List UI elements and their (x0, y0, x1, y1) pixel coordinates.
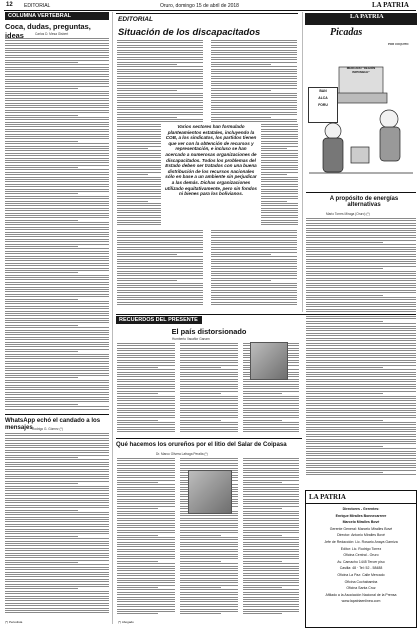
section-label: RECUERDOS DEL PRESENTE (116, 316, 202, 324)
masthead-line: Directores - Gerentes: (342, 507, 380, 511)
masthead-brand: LA PATRIA (306, 491, 416, 504)
editorial-pullquote: Varios sectores han formulado planteamientos estatales, incluyendo la COB, a los sindicatos, los partidos tienen que ver con la obtención de recursos y representación, e incluso se han acercado a numerosas organizaciones de discapacitados. Todos los problemas del Estado deben ser tratados con una buena distribución de los recursos nacionales sólo en base a un ambiente sin perjudicar a las demás. Dichas organizaciones utilizado equitativamente, pero sin fondos ni bienes para los bolivianos. (165, 124, 257, 197)
cartoon-brand: Picadas (330, 27, 363, 38)
section-name: EDITORIAL (24, 3, 51, 9)
masthead-line: Oficina Cochabamba (344, 579, 378, 584)
cartoon-sign: BAN ALCA FORU (308, 87, 338, 123)
article-title: WhatsApp echó el candado a los mensajes (5, 417, 101, 431)
masthead-line: Director: Antonio Miralles Bové (337, 533, 385, 538)
masthead-lines (306, 504, 416, 607)
editorial-body (117, 230, 203, 305)
article-title: Coca, dudas, preguntas, ideas (5, 22, 91, 40)
masthead-line: Afiliado a la Asociación Nacional de la Prensa (325, 592, 397, 597)
editorial-title: Situación de los discapacitados (118, 26, 261, 37)
masthead-line: Av. Camacho 1445 Tercer piso (337, 559, 385, 564)
article-body (117, 343, 175, 432)
masthead-line: Editor: Lic. Rodrigo Torrez (340, 546, 382, 551)
article-title: Qué hacemos los orureños por el litio del Salar de Coipasa (116, 441, 287, 448)
masthead-line: Oficina Central - Oruro (343, 553, 379, 558)
article-author: Humberto Vacaflor Ganam (172, 337, 210, 341)
top-bar (0, 0, 420, 10)
article-title: A propósito de energías alternativas (329, 196, 399, 208)
editorial-body (117, 40, 203, 122)
footnote: (*) Periodista (5, 620, 23, 624)
author-photo (250, 342, 288, 380)
article-body (306, 343, 416, 475)
dateline: Oruro, domingo 15 de abril de 2018 (160, 3, 239, 9)
masthead-line: Enrique Miralles Bonnecarrere (335, 513, 387, 518)
article-body (117, 458, 175, 614)
article-body (306, 218, 416, 341)
masthead-line: Jefe de Redacción: Lic. Rosario Anaya Garniza (324, 539, 398, 544)
header-brand: LA PATRIA (372, 1, 409, 9)
article-author: Dr. Marco Olivera Lafraga Peralta (*) (156, 452, 208, 456)
article-title: El país distorsionado (171, 327, 247, 336)
masthead-box (305, 490, 417, 628)
page-number: 12 (6, 2, 13, 8)
article-author: Carlos D. Mesa Gisbert (35, 32, 69, 36)
masthead-line: Oficina Santa Cruz (346, 586, 376, 591)
masthead-line: www.lapatriaenlinea.com (341, 599, 381, 604)
article-author: Rodrigo G. Gómez (*) (32, 427, 63, 431)
masthead-line: Casilla: 48 · Tel: 52 - 58488 (339, 566, 383, 571)
author-photo (188, 470, 232, 514)
footnote: (*) Abogado (118, 620, 134, 624)
article-body (180, 343, 238, 432)
masthead-line: Oficina La Paz: Calle Mercado (337, 572, 385, 577)
editorial-body (211, 40, 297, 122)
article-body (5, 433, 109, 613)
header-brand: LA PATRIA (350, 13, 384, 20)
masthead-line: Gerente General: Marcelo Miralles Bové (329, 526, 393, 531)
cartoon-credit: POR COQUITO (388, 42, 409, 46)
article-body (243, 458, 299, 614)
editorial-body (117, 124, 161, 225)
article-author: Mario Torres Miraga (Oruro) (*) (326, 212, 370, 216)
masthead-line: Marcelo Miralles Bové (342, 520, 380, 525)
editorial-body (261, 124, 298, 225)
article-body (5, 38, 109, 409)
section-label: COLUMNA VERTEBRAL (5, 12, 109, 20)
editorial-label: EDITORIAL (118, 16, 153, 23)
editorial-body (211, 230, 297, 305)
cartoon-caption: MERCADO "REGIÓN IMPOSIBLE" (346, 66, 376, 74)
